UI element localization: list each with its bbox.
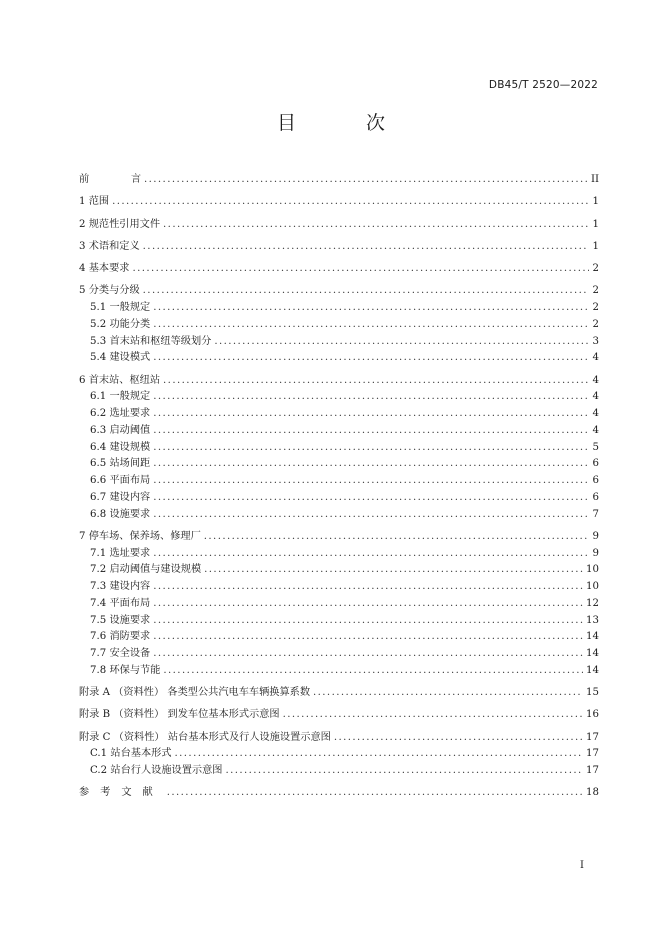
toc-entry-label: 7.2 启动阈值与建设规模: [90, 564, 202, 576]
toc-entry-label: 7.3 建设内容: [90, 581, 151, 592]
toc-entry-page: 14: [586, 664, 599, 676]
toc-entry-label: 4 基本要求: [79, 263, 130, 274]
toc-entry-label: 2 规范性引用文件: [79, 218, 161, 230]
toc-dot-leader: [167, 785, 583, 802]
toc-entry-page: 16: [586, 709, 599, 721]
toc-entry[interactable]: [79, 507, 599, 524]
toc-entry[interactable]: [79, 194, 599, 211]
toc-dot-leader: [153, 596, 583, 613]
toc-dot-leader: [334, 730, 583, 747]
toc-dot-leader: [153, 473, 589, 490]
toc-dot-leader: [175, 746, 584, 763]
toc-entry-page: 4: [592, 408, 599, 419]
toc-entry-page: 14: [586, 648, 599, 659]
toc-dot-leader: [225, 763, 583, 780]
toc-entry-label: 7.7 安全设备: [90, 648, 151, 659]
toc-dot-leader: [143, 283, 589, 300]
toc-dot-leader: [153, 300, 589, 317]
toc-entry-label: 6.7 建设内容: [90, 491, 151, 503]
toc-entry-page: 2: [592, 318, 599, 330]
toc-entry[interactable]: [79, 785, 599, 802]
toc-dot-leader: [313, 685, 583, 702]
toc-entry[interactable]: [79, 646, 599, 663]
toc-entry-page: 9: [592, 530, 599, 542]
toc-entry-page: 1: [592, 196, 599, 208]
toc-entry[interactable]: [79, 473, 599, 490]
toc-entry[interactable]: [79, 730, 599, 747]
toc-entry-page: 6: [592, 458, 599, 470]
toc-dot-leader: [153, 317, 589, 334]
toc-dot-leader: [163, 217, 589, 234]
toc-dot-leader: [153, 350, 589, 367]
toc-dot-leader: [283, 707, 583, 724]
toc-entry-page: 17: [586, 731, 599, 743]
document-code: DB45/T 2520—2022: [488, 79, 598, 91]
toc-entry[interactable]: [79, 373, 599, 390]
toc-entry-label: 6.4 建设规模: [90, 441, 151, 453]
toc-entry[interactable]: [79, 490, 599, 507]
toc-entry-page: 4: [592, 391, 599, 403]
toc-entry-label: C.1 站台基本形式: [90, 748, 172, 760]
toc-entry-label: 7.5 设施要求: [90, 614, 151, 626]
toc-dot-leader: [132, 261, 589, 278]
toc-entry-label: 6.3 启动阈值: [90, 424, 151, 436]
page-title: 目 次: [276, 112, 418, 134]
toc-dot-leader: [153, 646, 583, 663]
toc-entry[interactable]: [79, 763, 599, 780]
table-of-contents: [79, 172, 599, 802]
toc-entry-page: 3: [592, 335, 599, 347]
toc-entry[interactable]: [79, 707, 599, 724]
toc-entry-page: 17: [586, 765, 599, 776]
toc-entry[interactable]: [79, 239, 599, 256]
toc-entry[interactable]: [79, 217, 599, 234]
toc-entry-page: 18: [586, 787, 599, 799]
toc-entry-page: 2: [592, 285, 599, 297]
toc-entry[interactable]: [79, 350, 599, 367]
toc-entry[interactable]: [79, 456, 599, 473]
toc-entry-page: 5: [592, 441, 599, 453]
toc-entry-label: 1 范围: [79, 196, 110, 208]
toc-dot-leader: [163, 373, 589, 390]
toc-entry-page: 13: [586, 614, 599, 626]
toc-dot-leader: [214, 334, 589, 351]
toc-entry-page: 6: [592, 475, 599, 486]
toc-entry[interactable]: [79, 746, 599, 763]
toc-dot-leader: [153, 579, 583, 596]
toc-entry-label: 7.1 选址要求: [90, 547, 151, 559]
toc-entry[interactable]: [79, 283, 599, 300]
page-number: I: [580, 860, 584, 871]
toc-dot-leader: [153, 440, 589, 457]
toc-entry-label: 7.6 消防要求: [90, 631, 151, 643]
toc-entry-label: 7.8 环保与节能: [90, 664, 161, 676]
toc-entry[interactable]: [79, 663, 599, 680]
toc-entry[interactable]: [79, 562, 599, 579]
toc-dot-leader: [153, 546, 589, 563]
toc-entry-page: 2: [592, 263, 599, 274]
toc-entry-page: 10: [586, 564, 599, 576]
toc-entry-label: 5.4 建设模式: [90, 352, 151, 364]
toc-entry[interactable]: [79, 596, 599, 613]
toc-entry[interactable]: [79, 261, 599, 278]
toc-entry[interactable]: [79, 172, 599, 189]
toc-entry[interactable]: [79, 300, 599, 317]
toc-entry-label: 附录 C （资料性） 站台基本形式及行人设施设置示意图: [79, 731, 331, 743]
toc-entry-label: 7.4 平面布局: [90, 597, 151, 609]
toc-entry[interactable]: [79, 629, 599, 646]
toc-entry[interactable]: [79, 317, 599, 334]
toc-dot-leader: [204, 562, 583, 579]
toc-entry-page: 14: [586, 631, 599, 643]
toc-entry-label: 5.1 一般规定: [90, 302, 151, 313]
toc-dot-leader: [153, 490, 589, 507]
toc-dot-leader: [144, 172, 588, 189]
toc-entry-page: 4: [592, 424, 599, 436]
toc-dot-leader: [153, 423, 589, 440]
toc-entry[interactable]: [79, 685, 599, 702]
toc-entry[interactable]: [79, 440, 599, 457]
toc-dot-leader: [143, 239, 589, 256]
toc-entry-page: 6: [592, 491, 599, 503]
toc-entry-page: 15: [586, 687, 599, 698]
toc-entry-page: 12: [586, 597, 599, 609]
toc-entry-label: 附录 A （资料性） 各类型公共汽电车车辆换算系数: [79, 687, 311, 698]
toc-entry-label: 6.8 设施要求: [90, 508, 151, 520]
toc-entry-label: 5.3 首末站和枢纽等级划分: [90, 335, 212, 347]
toc-dot-leader: [153, 613, 583, 630]
toc-entry-label: 5.2 功能分类: [90, 318, 151, 330]
toc-entry-page: 17: [586, 748, 599, 760]
toc-entry-label: 参考文献: [79, 787, 164, 799]
toc-entry[interactable]: [79, 406, 599, 423]
toc-dot-leader: [204, 529, 589, 546]
toc-dot-leader: [153, 629, 583, 646]
toc-dot-leader: [153, 456, 589, 473]
toc-entry-page: 2: [592, 302, 599, 313]
toc-dot-leader: [153, 406, 589, 423]
toc-entry-label: 7 停车场、保养场、修理厂: [79, 530, 201, 542]
toc-entry-label: 附录 B （资料性） 到发车位基本形式示意图: [79, 709, 280, 721]
toc-entry[interactable]: [79, 389, 599, 406]
toc-entry[interactable]: [79, 334, 599, 351]
toc-dot-leader: [163, 663, 583, 680]
toc-entry-page: 4: [592, 374, 599, 386]
toc-entry-label: 6.2 选址要求: [90, 408, 151, 419]
toc-entry-page: 4: [592, 352, 599, 364]
toc-entry-label: 6 首末站、枢纽站: [79, 374, 161, 386]
toc-entry-label: 3 术语和定义: [79, 240, 140, 252]
toc-entry[interactable]: [79, 546, 599, 563]
toc-entry-label: 6.5 站场间距: [90, 458, 151, 470]
toc-entry-label: 6.6 平面布局: [90, 475, 151, 486]
toc-entry-label: 前 言: [79, 174, 141, 185]
toc-entry[interactable]: [79, 579, 599, 596]
toc-entry[interactable]: [79, 613, 599, 630]
toc-entry[interactable]: [79, 529, 599, 546]
toc-entry-label: 6.1 一般规定: [90, 391, 151, 403]
toc-entry-page: 1: [592, 240, 599, 252]
toc-dot-leader: [112, 194, 589, 211]
toc-entry-label: 5 分类与分级: [79, 285, 140, 297]
toc-entry-page: 1: [592, 218, 599, 230]
toc-entry-page: II: [590, 174, 599, 185]
toc-dot-leader: [153, 507, 589, 524]
toc-dot-leader: [153, 389, 589, 406]
toc-entry[interactable]: [79, 423, 599, 440]
toc-entry-page: 7: [592, 508, 599, 520]
toc-entry-page: 10: [586, 581, 599, 592]
toc-entry-label: C.2 站台行人设施设置示意图: [90, 765, 223, 776]
toc-entry-page: 9: [592, 547, 599, 559]
